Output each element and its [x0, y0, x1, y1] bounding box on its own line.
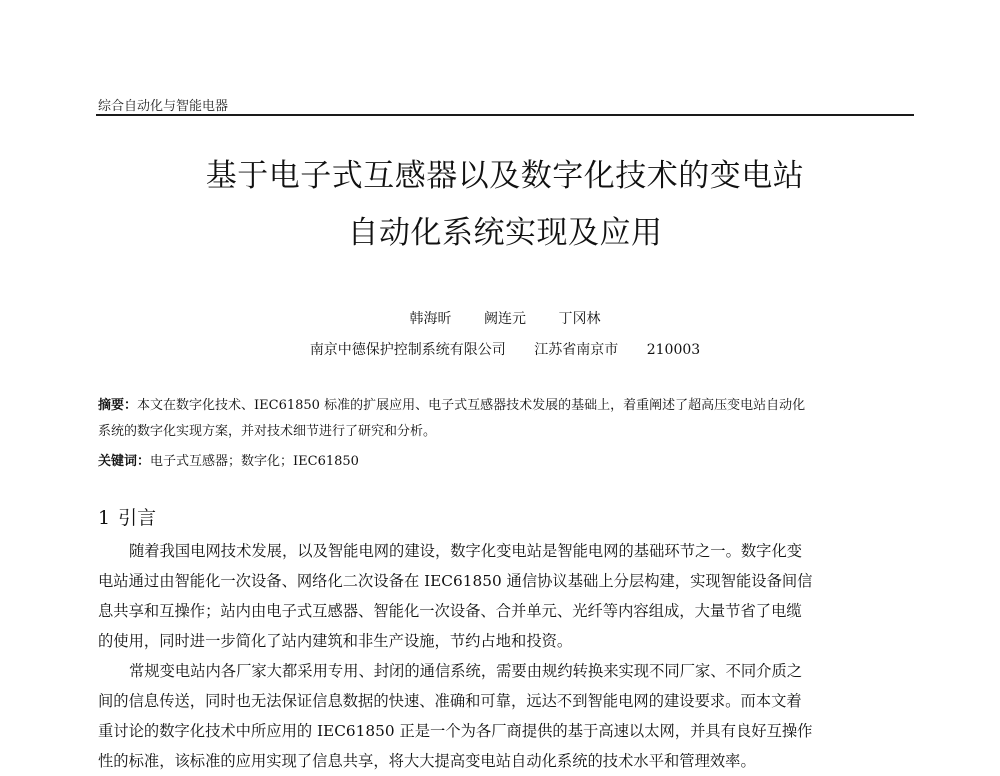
affiliation-location: 江苏省南京市: [534, 342, 619, 358]
header-divider: [96, 114, 914, 116]
keywords-label: 关键词：: [98, 454, 151, 469]
affiliation-postcode: 210003: [646, 342, 701, 358]
section-title-text: 引言: [118, 507, 157, 529]
paragraph-line: 性的标准，该标准的应用实现了信息共享，将大大提高变电站自动化系统的技术水平和管理效率。: [98, 752, 756, 770]
abstract-block: [98, 393, 914, 445]
paragraph-line: 息共享和互操作；站内由电子式互感器、智能化一次设备、合并单元、光纤等内容组成，大量节省了电缆: [98, 602, 802, 620]
keywords-block: [98, 452, 914, 472]
paragraph-line: 电站通过由智能化一次设备、网络化二次设备在 IEC61850 通信协议基础上分层构建，实现智能设备间信: [98, 572, 813, 590]
abstract-line: [98, 393, 914, 419]
affiliation-company: 南京中德保护控制系统有限公司: [309, 342, 506, 358]
journal-section-header: 综合自动化与智能电器: [98, 99, 229, 114]
abstract-text: 本文在数字化技术、IEC61850 标准的扩展应用、电子式互感器技术发展的基础上，着重阐述了超高压变电站自动化: [137, 398, 806, 413]
paper-title-line-2: 自动化系统实现及应用: [347, 215, 663, 251]
paper-title-line-1: 基于电子式互感器以及数字化技术的变电站: [205, 158, 805, 194]
section-heading: [98, 506, 156, 530]
author-name: 丁冈林: [558, 311, 601, 327]
paragraph-line: 间的信息传送，同时也无法保证信息数据的快速、准确和可靠，远达不到智能电网的建设要求。而本文着: [98, 692, 802, 710]
section-body: [98, 536, 918, 776]
paragraph-line: 常规变电站内各厂家大都采用专用、封闭的通信系统，需要由规约转换来实现不同厂家、不同介质之: [129, 662, 803, 680]
author-list: [96, 308, 914, 328]
keywords-text: 电子式互感器；数字化；IEC61850: [150, 454, 359, 469]
author-name: 阙连元: [484, 311, 526, 327]
section-number: 1: [98, 507, 111, 529]
paragraph-line: 随着我国电网技术发展，以及智能电网的建设，数字化变电站是智能电网的基础环节之一。数字化变: [129, 542, 803, 560]
author-affiliation: [96, 339, 914, 359]
abstract-label: 摘要：: [98, 398, 138, 413]
paragraph-line: 的使用，同时进一步简化了站内建筑和非生产设施，节约占地和投资。: [98, 632, 573, 650]
author-name: 韩海昕: [409, 311, 452, 327]
abstract-line: 系统的数字化实现方案，并对技术细节进行了研究和分析。: [98, 424, 437, 439]
paragraph-line: 重讨论的数字化技术中所应用的 IEC61850 正是一个为各厂商提供的基于高速以太网，并具有良好互操作: [98, 722, 813, 740]
